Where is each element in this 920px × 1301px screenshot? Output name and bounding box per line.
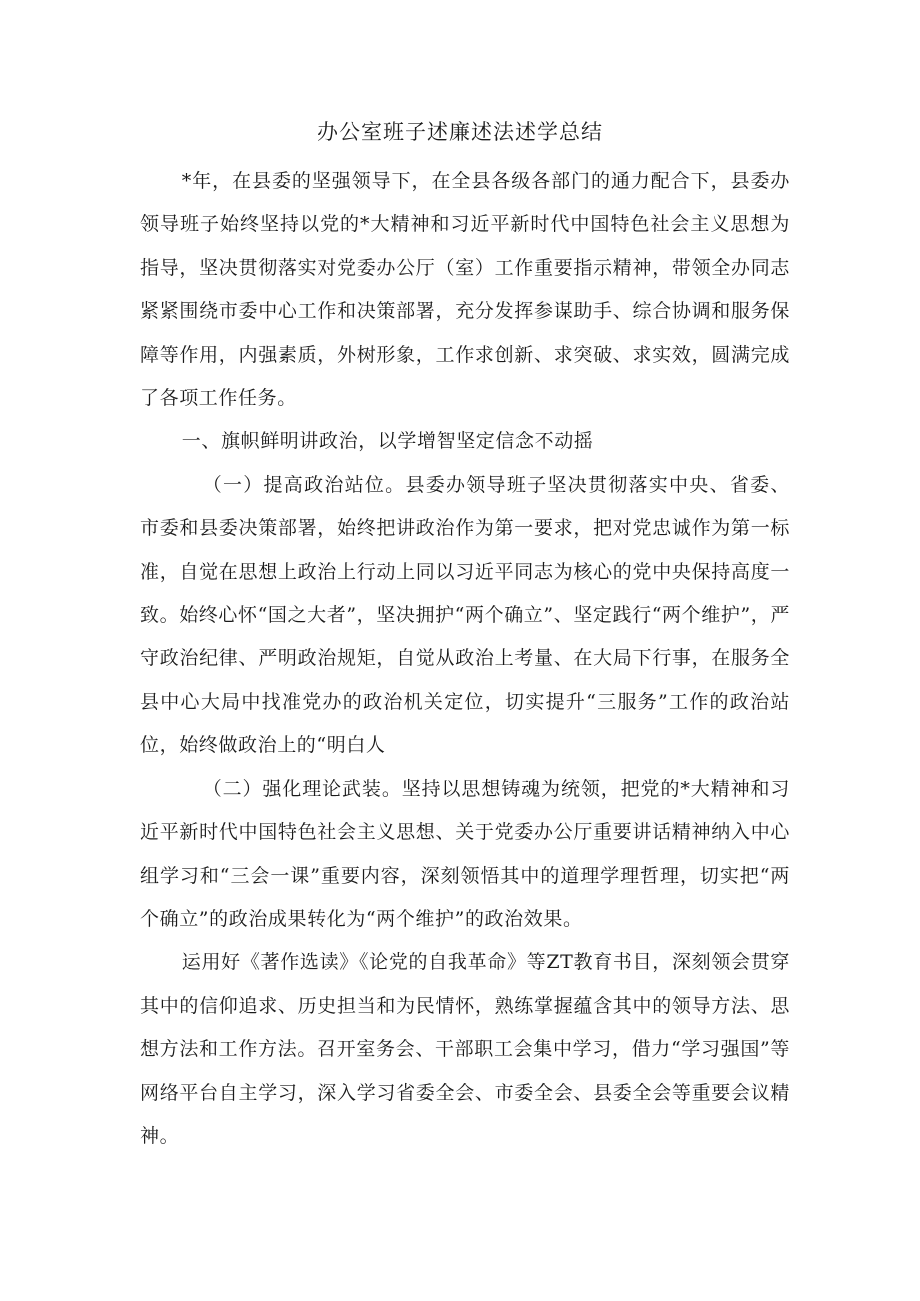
- subsection-paragraph-1: （一）提高政治站位。县委办领导班子坚决贯彻落实中央、省委、市委和县委决策部署，始终把讲政治作为第一要求，把对党忠诚作为第一标准，自觉在思想上政治上行动上同以习近平同志为核心的党中央保持高度一致。始终心怀“国之大者”，坚决拥护“两个确立”、坚定践行“两个维护”，严守政治纪律、严明政治规矩，自觉从政治上考量、在大局下行事，在服务全县中心大局中找准党办的政治机关定位，切实提升“三服务”工作的政治站位，始终做政治上的“明白人: [140, 473, 790, 757]
- document-title: 办公室班子述廉述法述学总结: [317, 120, 603, 144]
- intro-paragraph: *年，在县委的坚强领导下，在全县各级各部门的通力配合下，县委办领导班子始终坚持以党的*大精神和习近平新时代中国特色社会主义思想为指导，坚决贯彻落实对党委办公厅（室）工作重要指示精神，带领全办同志紧紧围绕市委中心工作和决策部署，充分发挥参谋助手、综合协调和服务保障等作用，内强素质，外树形象，工作求创新、求突破、求实效，圆满完成了各项工作任务。: [140, 170, 790, 410]
- subsection-paragraph-2: （二）强化理论武装。坚持以思想铸魂为统领，把党的*大精神和习近平新时代中国特色社会主义思想、关于党委办公厅重要讲话精神纳入中心组学习和“三会一课”重要内容，深刻领悟其中的道理学理哲理，切实把“两个确立”的政治成果转化为“两个维护”的政治效果。: [140, 777, 790, 930]
- section-heading-1: 一、旗帜鲜明讲政治，以学增智坚定信念不动摇: [181, 430, 594, 453]
- body-paragraph-study: 运用好《著作选读》《论党的自我革命》等ZT教育书目，深刻领会贯穿其中的信仰追求、历史担当和为民情怀，熟练掌握蕴含其中的领导方法、思想方法和工作方法。召开室务会、干部职工会集中学习，借力“学习强国”等网络平台自主学习，深入学习省委全会、市委全会、县委全会等重要会议精神。: [140, 951, 790, 1147]
- document-body: [140, 160, 790, 1158]
